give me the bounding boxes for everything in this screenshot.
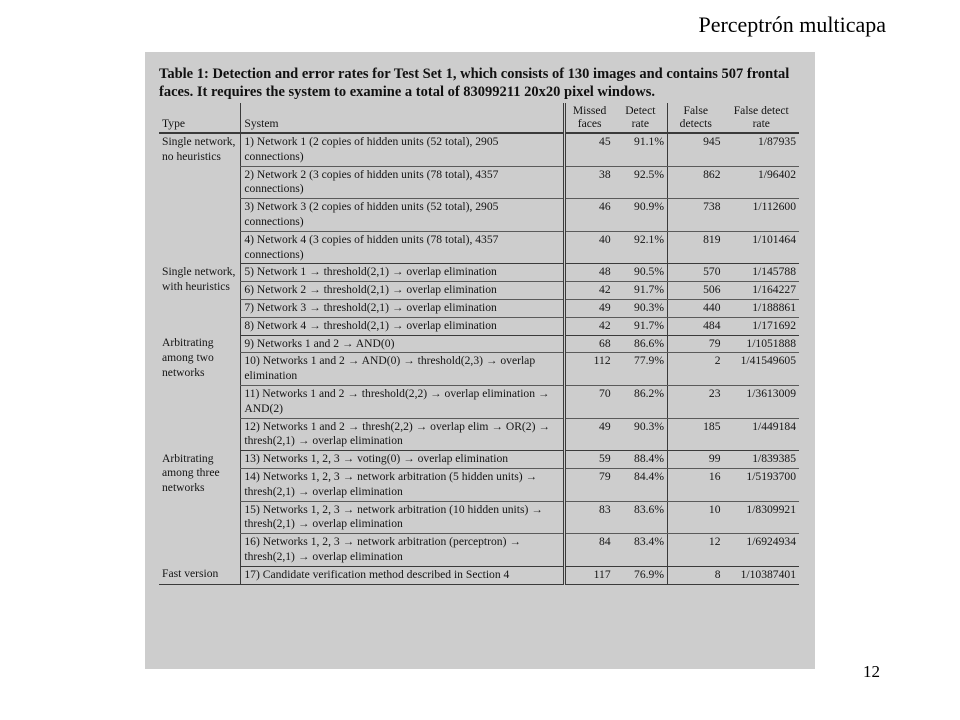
header-false-detects: False detects [668,103,724,133]
row-false-detects: 570 [668,264,724,282]
row-system: 5) Network 1 → threshold(2,1) → overlap elimination [241,264,564,282]
row-missed-faces: 38 [564,166,614,199]
row-false-detects: 16 [668,468,724,501]
table-row [159,385,799,418]
row-detect-rate: 84.4% [614,468,668,501]
table-row [159,231,799,264]
table-row [159,451,799,469]
row-detect-rate: 90.3% [614,299,668,317]
row-missed-faces: 45 [564,133,614,166]
row-false-detect-rate: 1/6924934 [724,534,799,567]
row-missed-faces: 83 [564,501,614,534]
row-false-detects: 10 [668,501,724,534]
scanned-table-image [145,52,815,669]
header-system: System [241,103,564,133]
row-false-detect-rate: 1/8309921 [724,501,799,534]
row-false-detects: 99 [668,451,724,469]
row-missed-faces: 48 [564,264,614,282]
row-detect-rate: 86.2% [614,385,668,418]
row-false-detect-rate: 1/145788 [724,264,799,282]
table-row [159,353,799,386]
row-false-detect-rate: 1/96402 [724,166,799,199]
row-false-detect-rate: 1/171692 [724,317,799,335]
row-false-detects: 738 [668,199,724,232]
row-false-detect-rate: 1/164227 [724,282,799,300]
row-detect-rate: 83.6% [614,501,668,534]
row-false-detect-rate: 1/41549605 [724,353,799,386]
row-detect-rate: 91.7% [614,317,668,335]
row-system: 11) Networks 1 and 2 → threshold(2,2) → overlap elimination → AND(2) [241,385,564,418]
row-false-detect-rate: 1/839385 [724,451,799,469]
row-false-detects: 79 [668,335,724,353]
row-detect-rate: 91.7% [614,282,668,300]
row-missed-faces: 112 [564,353,614,386]
row-detect-rate: 86.6% [614,335,668,353]
row-false-detect-rate: 1/3613009 [724,385,799,418]
table-row [159,133,799,166]
row-false-detect-rate: 1/10387401 [724,566,799,584]
row-detect-rate: 90.9% [614,199,668,232]
row-false-detect-rate: 1/87935 [724,133,799,166]
row-false-detects: 506 [668,282,724,300]
row-system: 4) Network 4 (3 copies of hidden units (78 total), 4357 connections) [241,231,564,264]
row-system: 17) Candidate verification method described in Section 4 [241,566,564,584]
row-false-detects: 8 [668,566,724,584]
slide-title: Perceptrón multicapa [698,12,886,37]
row-false-detect-rate: 1/5193700 [724,468,799,501]
table-row [159,566,799,584]
row-false-detects: 23 [668,385,724,418]
row-system: 13) Networks 1, 2, 3 → voting(0) → overlap elimination [241,451,564,469]
row-type-label: Single network, with heuristics [162,264,236,293]
table-row [159,166,799,199]
row-detect-rate: 92.1% [614,231,668,264]
row-system: 16) Networks 1, 2, 3 → network arbitration (perceptron) → thresh(2,1) → overlap elimination [241,534,564,567]
table-row [159,501,799,534]
row-type-label: Single network, no heuristics [162,135,236,163]
row-false-detects: 819 [668,231,724,264]
row-system: 3) Network 3 (2 copies of hidden units (52 total), 2905 connections) [241,199,564,232]
row-type-label: Fast version [159,566,241,584]
table-row [159,264,799,282]
row-system: 7) Network 3 → threshold(2,1) → overlap elimination [241,299,564,317]
table-row [159,282,799,300]
row-system: 6) Network 2 → threshold(2,1) → overlap elimination [241,282,564,300]
row-detect-rate: 83.4% [614,534,668,567]
row-missed-faces: 79 [564,468,614,501]
row-false-detect-rate: 1/112600 [724,199,799,232]
table-row [159,335,799,353]
row-false-detects: 945 [668,133,724,166]
table-row [159,199,799,232]
row-system: 8) Network 4 → threshold(2,1) → overlap elimination [241,317,564,335]
row-false-detects: 2 [668,353,724,386]
row-detect-rate: 77.9% [614,353,668,386]
row-detect-rate: 88.4% [614,451,668,469]
row-missed-faces: 49 [564,418,614,451]
table-row [159,299,799,317]
table-row [159,317,799,335]
row-detect-rate: 76.9% [614,566,668,584]
row-type-label: Arbitrating among three networks [162,451,220,495]
row-system: 2) Network 2 (3 copies of hidden units (78 total), 4357 connections) [241,166,564,199]
header-detect-rate: Detect rate [614,103,668,133]
row-false-detect-rate: 1/188861 [724,299,799,317]
row-missed-faces: 117 [564,566,614,584]
row-type-label: Arbitrating among two networks [162,336,214,379]
row-missed-faces: 42 [564,282,614,300]
table-row [159,468,799,501]
row-missed-faces: 70 [564,385,614,418]
row-detect-rate: 91.1% [614,133,668,166]
row-missed-faces: 42 [564,317,614,335]
table-row [159,534,799,567]
header-missed-faces: Missed faces [564,103,614,133]
row-system: 1) Network 1 (2 copies of hidden units (52 total), 2905 connections) [241,133,564,166]
row-missed-faces: 84 [564,534,614,567]
row-false-detects: 440 [668,299,724,317]
row-system: 14) Networks 1, 2, 3 → network arbitration (5 hidden units) → thresh(2,1) → overlap elimination [241,468,564,501]
row-system: 12) Networks 1 and 2 → thresh(2,2) → overlap elim → OR(2) → thresh(2,1) → overlap elimination [241,418,564,451]
row-false-detects: 12 [668,534,724,567]
table-caption: Table 1: Detection and error rates for Test Set 1, which consists of 130 images and contains 507 frontal faces. It requires the system to examine a total of 83099211 20x20 pixel windows. [159,66,790,100]
table-body [159,133,799,584]
row-detect-rate: 90.5% [614,264,668,282]
row-detect-rate: 90.3% [614,418,668,451]
table-row [159,418,799,451]
row-detect-rate: 92.5% [614,166,668,199]
row-system: 10) Networks 1 and 2 → AND(0) → threshold(2,3) → overlap elimination [241,353,564,386]
row-missed-faces: 46 [564,199,614,232]
row-missed-faces: 49 [564,299,614,317]
row-missed-faces: 40 [564,231,614,264]
detection-rates-table [159,103,799,585]
row-missed-faces: 68 [564,335,614,353]
row-missed-faces: 59 [564,451,614,469]
row-false-detect-rate: 1/1051888 [724,335,799,353]
row-false-detects: 185 [668,418,724,451]
row-false-detect-rate: 1/101464 [724,231,799,264]
header-false-detect-rate: False detect rate [724,103,799,133]
row-false-detect-rate: 1/449184 [724,418,799,451]
header-type: Type [159,103,241,133]
row-false-detects: 484 [668,317,724,335]
table-header-row [159,103,799,133]
row-system: 15) Networks 1, 2, 3 → network arbitration (10 hidden units) → thresh(2,1) → overlap elimination [241,501,564,534]
page-number: 12 [863,662,880,681]
row-false-detects: 862 [668,166,724,199]
row-system: 9) Networks 1 and 2 → AND(0) [241,335,564,353]
